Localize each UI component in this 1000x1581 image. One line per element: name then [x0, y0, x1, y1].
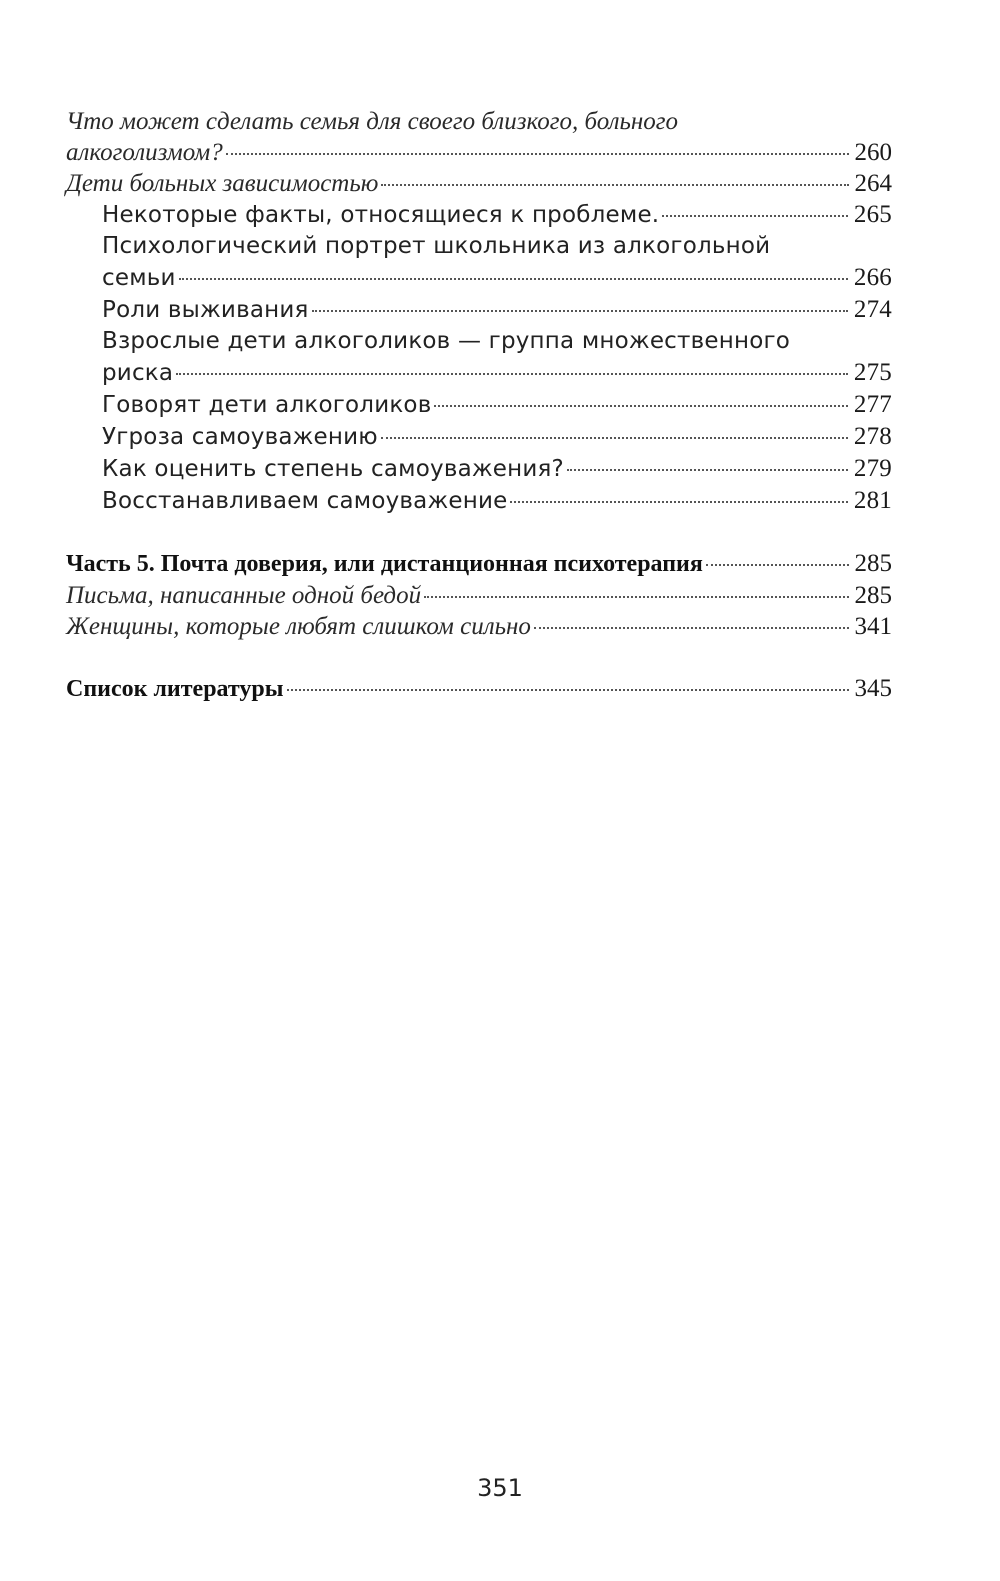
- toc-entry[interactable]: [66, 580, 892, 611]
- toc-page-number: 281: [853, 487, 892, 514]
- toc-entry-line: [102, 294, 892, 326]
- toc-subentry[interactable]: [66, 389, 892, 421]
- table-of-contents: [66, 106, 892, 705]
- dot-leader: [381, 437, 848, 439]
- dot-leader: [424, 596, 848, 598]
- toc-entry-line: [102, 231, 892, 262]
- toc-subentry[interactable]: [66, 326, 892, 389]
- toc-entry-line: [102, 262, 892, 294]
- page-number-footer: 351: [477, 1474, 523, 1502]
- toc-bibliography-heading[interactable]: [66, 673, 892, 705]
- toc-subentry[interactable]: [66, 421, 892, 453]
- toc-page-number: 266: [853, 264, 892, 291]
- toc-entry-title: Психологический портрет школьника из алкогольной: [102, 233, 771, 259]
- toc-entry-title: Угроза самоуважению: [102, 424, 378, 450]
- toc-page-number: 277: [853, 391, 892, 418]
- toc-entry-title: Что может сделать семья для своего близкого, больного: [66, 108, 678, 135]
- toc-entry-title: Женщины, которые любят слишком сильно: [66, 613, 531, 640]
- toc-entry-title: Некоторые факты, относящиеся к проблеме.: [102, 202, 660, 228]
- toc-entry-line: [102, 389, 892, 421]
- toc-page-number: 279: [853, 455, 892, 482]
- toc-entry-line: [102, 421, 892, 453]
- dot-leader: [312, 310, 848, 312]
- dot-leader: [226, 153, 849, 155]
- toc-page-number: 285: [854, 582, 892, 609]
- toc-entry-line: [66, 168, 892, 199]
- dot-leader: [179, 278, 848, 280]
- toc-entry-line: [66, 106, 892, 137]
- dot-leader: [510, 501, 847, 503]
- toc-entry-title: Говорят дети алкоголиков: [102, 392, 432, 418]
- toc-entry[interactable]: [66, 106, 892, 168]
- toc-entry-title: Как оценить степень самоуважения?: [102, 456, 564, 482]
- toc-entry-line: [66, 611, 892, 642]
- toc-page-number: 275: [853, 359, 892, 386]
- toc-subentry[interactable]: [66, 485, 892, 517]
- toc-page-number: 345: [854, 675, 892, 702]
- toc-entry-title: Взрослые дети алкоголиков — группа множественного: [102, 328, 791, 354]
- toc-entry-title: Список литературы: [66, 676, 284, 702]
- toc-part-heading[interactable]: [66, 548, 892, 580]
- toc-subentry[interactable]: [66, 231, 892, 294]
- dot-leader: [287, 689, 849, 691]
- toc-entry-title: семьи: [102, 265, 176, 291]
- toc-entry-line: [102, 485, 892, 517]
- toc-entry-line: [66, 673, 892, 705]
- toc-entry-line: [66, 137, 892, 168]
- toc-page-number: 260: [854, 139, 892, 166]
- dot-leader: [381, 184, 848, 186]
- toc-subentry[interactable]: [66, 199, 892, 231]
- toc-entry-title: Восстанавливаем самоуважение: [102, 488, 508, 514]
- toc-entry-title: риска: [102, 360, 174, 386]
- dot-leader: [434, 405, 847, 407]
- toc-subentry[interactable]: [66, 294, 892, 326]
- toc-entry-title: алкоголизмом?: [66, 139, 223, 166]
- toc-entry[interactable]: [66, 168, 892, 199]
- toc-entry-title: Часть 5. Почта доверия, или дистанционная психотерапия: [66, 551, 703, 577]
- toc-page-number: 274: [853, 296, 892, 323]
- toc-entry-line: [66, 548, 892, 580]
- dot-leader: [534, 627, 849, 629]
- toc-entry-line: [102, 453, 892, 485]
- dot-leader: [567, 469, 848, 471]
- toc-page-number: 278: [853, 423, 892, 450]
- toc-page-number: 285: [854, 550, 892, 577]
- toc-entry-line: [102, 326, 892, 357]
- toc-page-number: 341: [854, 613, 892, 640]
- dot-leader: [706, 564, 849, 566]
- toc-entry[interactable]: [66, 611, 892, 642]
- toc-entry-line: [66, 580, 892, 611]
- toc-entry-title: Дети больных зависимостью: [66, 170, 379, 197]
- toc-subentry[interactable]: [66, 453, 892, 485]
- toc-entry-line: [102, 357, 892, 389]
- dot-leader: [176, 373, 848, 375]
- toc-entry-title: Роли выживания: [102, 297, 309, 323]
- toc-page-number: 264: [854, 170, 892, 197]
- dot-leader: [662, 215, 848, 217]
- toc-entry-title: Письма, написанные одной бедой: [66, 582, 422, 609]
- toc-entry-line: [102, 199, 892, 231]
- toc-page-number: 265: [853, 201, 892, 228]
